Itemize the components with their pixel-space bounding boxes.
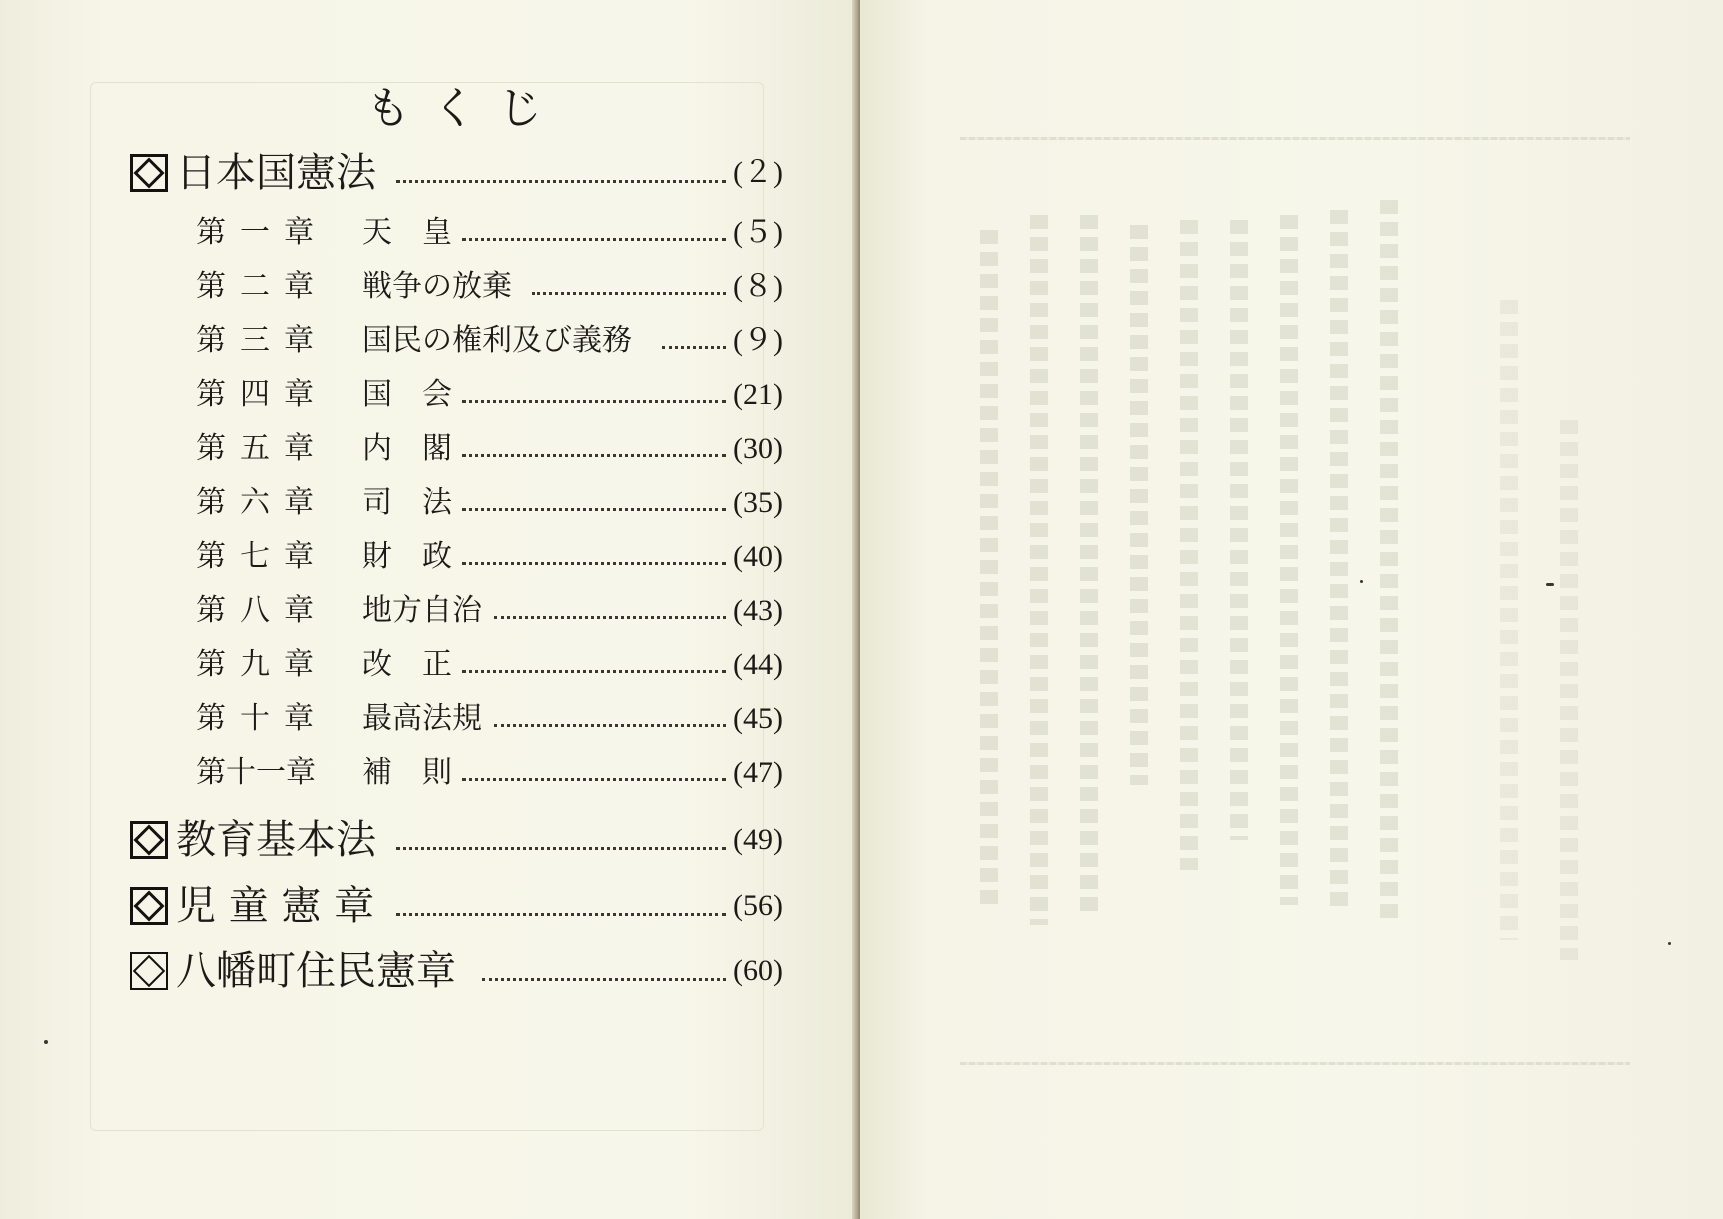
chapter-title: 内 閣	[362, 431, 452, 466]
chapter-number: 第六章	[196, 485, 328, 520]
show-through-text	[1560, 420, 1578, 960]
page-number: (21)	[733, 378, 783, 411]
show-through-text	[1080, 215, 1098, 915]
page-number: (43)	[733, 594, 783, 627]
chapter-number: 第一章	[196, 215, 328, 250]
right-page	[860, 0, 1723, 1219]
show-through-text	[1230, 220, 1248, 840]
section-title: 日本国憲法	[176, 150, 376, 196]
show-through-text	[1500, 300, 1518, 940]
chapter-title: 戦争の放棄	[362, 269, 512, 304]
show-through-text	[1280, 215, 1298, 905]
show-through-text	[980, 230, 998, 910]
chapter-number: 第五章	[196, 431, 328, 466]
dot-leader	[462, 776, 726, 781]
dot-leader	[396, 911, 726, 916]
dot-leader	[396, 845, 726, 850]
chapter-title: 国民の権利及び義務	[362, 323, 632, 358]
square-diamond-icon	[130, 952, 168, 990]
show-through-rule	[960, 1062, 1630, 1065]
toc-section-row	[0, 881, 858, 931]
chapter-title: 最高法規	[362, 701, 482, 736]
page-number: (２)	[733, 156, 783, 189]
chapter-number: 第四章	[196, 377, 328, 412]
page-number: (35)	[733, 486, 783, 519]
toc-title: もくじ	[366, 83, 564, 134]
chapter-title: 財 政	[362, 539, 452, 574]
page-number: (60)	[733, 954, 783, 987]
toc-chapter-row	[0, 532, 858, 582]
toc-chapter-row	[0, 748, 858, 798]
chapter-title: 司 法	[362, 485, 452, 520]
show-through-text	[1180, 220, 1198, 870]
page-number: (44)	[733, 648, 783, 681]
dot-leader	[462, 398, 726, 403]
page-number: (47)	[733, 756, 783, 789]
section-title: 児 童 憲 章	[176, 883, 375, 929]
chapter-number: 第九章	[196, 647, 328, 682]
section-title: 八幡町住民憲章	[176, 948, 456, 994]
dot-leader	[482, 976, 726, 981]
paper-speck	[1360, 580, 1363, 583]
page-number: (49)	[733, 823, 783, 856]
toc-chapter-row	[0, 478, 858, 528]
chapter-title: 地方自治	[362, 593, 482, 628]
page-number: (56)	[733, 889, 783, 922]
chapter-title: 改 正	[362, 647, 452, 682]
show-through-text	[1030, 215, 1048, 925]
page-number: (９)	[733, 324, 783, 357]
page-number: (８)	[733, 270, 783, 303]
dot-leader	[462, 236, 726, 241]
page-number: (30)	[733, 432, 783, 465]
dot-leader	[494, 722, 726, 727]
toc-section-row	[0, 815, 858, 865]
toc-chapter-row	[0, 370, 858, 420]
dot-leader	[462, 560, 726, 565]
chapter-number: 第十章	[196, 701, 328, 736]
toc-chapter-row	[0, 208, 858, 258]
show-through-text	[1330, 210, 1348, 910]
show-through-text	[1130, 225, 1148, 785]
chapter-title: 天 皇	[362, 215, 452, 250]
paper-speck	[1668, 942, 1671, 945]
square-diamond-icon	[130, 154, 168, 192]
chapter-number: 第七章	[196, 539, 328, 574]
dot-leader	[462, 668, 726, 673]
chapter-title: 補 則	[362, 755, 452, 790]
page-number: (40)	[733, 540, 783, 573]
chapter-title: 国 会	[362, 377, 452, 412]
left-page	[0, 0, 858, 1219]
square-diamond-icon	[130, 887, 168, 925]
toc-section-row	[0, 946, 858, 996]
show-through-rule	[960, 137, 1630, 140]
dot-leader	[396, 178, 726, 183]
section-title: 教育基本法	[176, 817, 376, 863]
dot-leader	[462, 506, 726, 511]
dot-leader	[462, 452, 726, 457]
paper-speck	[1546, 583, 1554, 586]
page-number: (45)	[733, 702, 783, 735]
paper-speck	[44, 1040, 48, 1044]
page-number: (５)	[733, 216, 783, 249]
chapter-number: 第三章	[196, 323, 328, 358]
chapter-number: 第八章	[196, 593, 328, 628]
dot-leader	[494, 614, 726, 619]
show-through-text	[1380, 200, 1398, 920]
dot-leader	[662, 344, 726, 349]
toc-chapter-row	[0, 640, 858, 690]
chapter-number: 第二章	[196, 269, 328, 304]
toc-chapter-row	[0, 586, 858, 636]
toc-chapter-row	[0, 262, 858, 312]
toc-section-row	[0, 148, 858, 198]
dot-leader	[532, 290, 726, 295]
chapter-number: 第十一章	[196, 755, 316, 790]
toc-chapter-row	[0, 694, 858, 744]
square-diamond-icon	[130, 821, 168, 859]
toc-chapter-row	[0, 316, 858, 366]
toc-chapter-row	[0, 424, 858, 474]
